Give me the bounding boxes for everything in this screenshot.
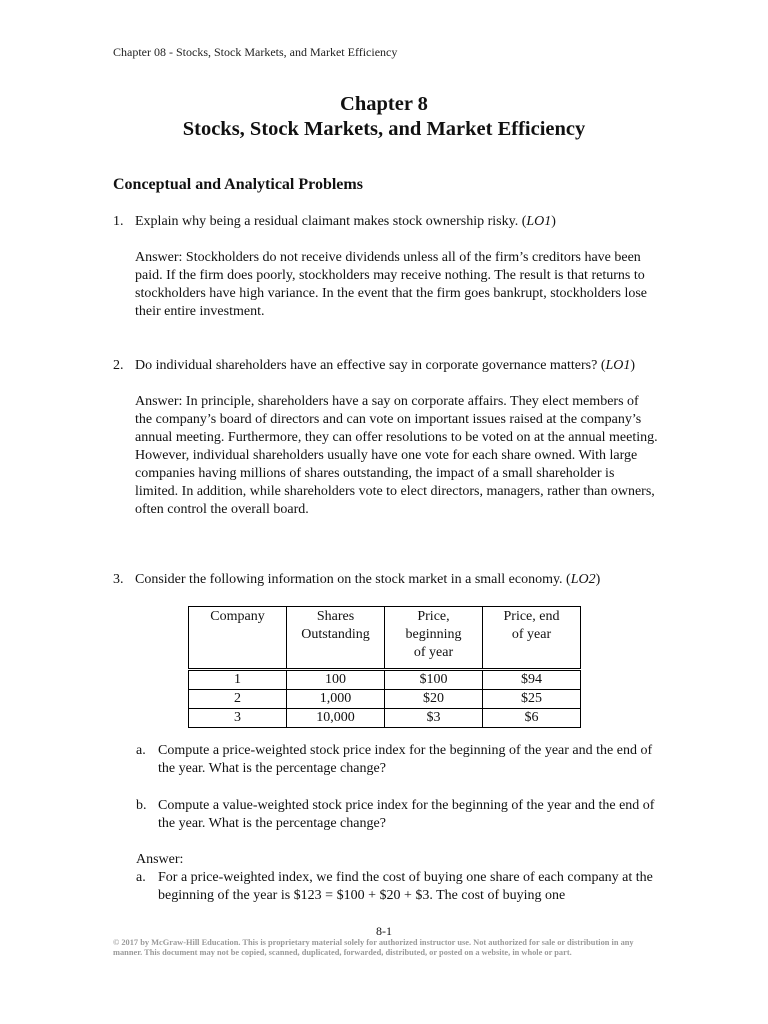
table-header-row [189,607,581,670]
subquestion-letter: a. [136,743,146,758]
subquestion-text: Compute a value-weighted stock price index for the beginning of the year and the end of the year. What is the percentage change? [158,798,655,831]
answer-letter: a. [136,870,146,885]
problem-1 [113,213,658,321]
table-cell: $25 [483,690,581,709]
answer-3a [136,869,661,905]
subquestion-text: Compute a price-weighted stock price index for the beginning of the year and the end of the year. What is the percentage change? [158,743,653,776]
subquestion-a [136,742,661,778]
table-cell: $20 [385,690,483,709]
problem-number: 1. [113,214,124,229]
table-row [189,690,581,709]
table-cell: $94 [483,670,581,690]
column-header-price-beginning: Price, beginning of year [385,607,483,670]
problem-answer: Answer: Stockholders do not receive dividends unless all of the firm’s creditors have been paid. If the firm does poorly, stockholders may receive nothing. The result is that returns to stockholders have high variance. In the event that the firm goes bankrupt, stockholders lose their entire investment. [135,250,648,319]
problem-question: Do individual shareholders have an effective say in corporate governance matters? (LO1) [135,358,636,373]
table-cell: $100 [385,670,483,690]
problem-2 [113,357,658,519]
table-cell: 3 [189,709,287,728]
problem-number: 2. [113,358,124,373]
chapter-number: Chapter 8 [340,93,428,115]
table-cell: 2 [189,690,287,709]
problem-number: 3. [113,572,124,587]
learning-objective: LO1 [526,214,552,229]
table-row [189,709,581,728]
answer-3-label: Answer: [136,852,184,867]
column-header-price-end: Price, end of year [483,607,581,670]
column-header-company: Company [189,607,287,670]
subquestion-letter: b. [136,798,147,813]
problem-answer: Answer: In principle, shareholders have a say on corporate affairs. They elect members of the company’s board of directors and can vote on important issues raised at the company’s annual meeting. Furthermore, they can offer resolutions to be voted on at the annual meeting. However, individual shareholders usually have one vote for each share owned. With large companies having millions of shares outstanding, the impact of a small shareholder is limited. In addition, while shareholders vote to elect directors, managers, rather than owners, often control the overall board. [135,394,658,517]
chapter-name: Stocks, Stock Markets, and Market Efficiency [182,118,586,140]
running-header: Chapter 08 - Stocks, Stock Markets, and Market Efficiency [113,45,398,59]
learning-objective: LO1 [605,358,631,373]
table-cell: $3 [385,709,483,728]
subquestion-b [136,797,661,833]
table-cell: 1 [189,670,287,690]
problem-question: Explain why being a residual claimant makes stock ownership risky. (LO1) [135,214,556,229]
table-cell: $6 [483,709,581,728]
copyright-notice: © 2017 by McGraw-Hill Education. This is proprietary material solely for authorized instructor use. Not authorized for sale or distribution in any manner. This document may not be copied, scanned, duplicated, forwarded, distributed, or posted on a website, in whole or part. [113,938,634,957]
answer-text: For a price-weighted index, we find the cost of buying one share of each company at the beginning of the year is $123 = $100 + $20 + $3. The cost of buying one [158,870,653,903]
page-number: 8-1 [376,924,392,938]
table-cell: 100 [287,670,385,690]
chapter-title [0,92,768,142]
table-cell: 10,000 [287,709,385,728]
column-header-shares-outstanding: Shares Outstanding [287,607,385,670]
problem-question: Consider the following information on the stock market in a small economy. (LO2) [135,572,601,587]
section-heading: Conceptual and Analytical Problems [113,176,363,193]
table-row [189,670,581,690]
learning-objective: LO2 [570,572,596,587]
table-cell: 1,000 [287,690,385,709]
stock-market-table [188,606,581,728]
problem-3 [113,571,658,589]
